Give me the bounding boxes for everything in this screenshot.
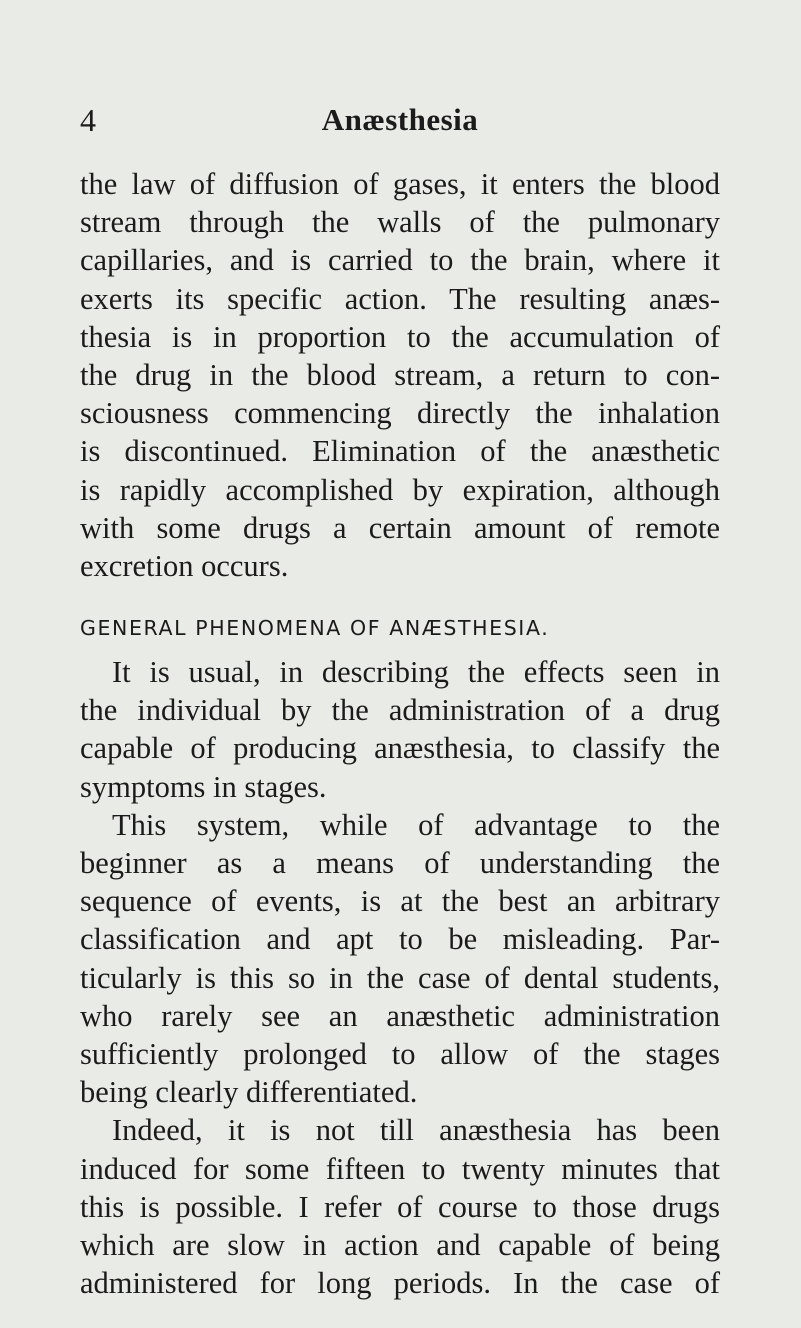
text-line: excretion occurs.	[80, 548, 289, 583]
text-line: with some drugs a certain amount of remote	[80, 510, 720, 545]
paragraph-2	[80, 653, 720, 806]
text-line: the law of diffusion of gases, it enters the blood	[80, 167, 720, 201]
text-line: is discontinued. Elimination of the anæsthetic	[80, 434, 720, 469]
text-line: this is possible. I refer of course to those drugs	[80, 1189, 720, 1224]
paragraph-1	[80, 165, 720, 585]
paragraph-3	[80, 806, 720, 1112]
text-line: the individual by the administration of a drug	[80, 693, 720, 728]
text-line: thesia is in proportion to the accumulation of	[80, 319, 720, 354]
text-line: administered for long periods. In the case of	[80, 1266, 720, 1301]
text-line: being clearly differentiated.	[80, 1075, 418, 1110]
text-line: sequence of events, is at the best an arbitrary	[80, 884, 720, 919]
text-line: beginner as a means of understanding the	[80, 846, 720, 880]
text-line: It is usual, in describing the effects seen in	[112, 655, 720, 690]
running-title: Anæsthesia	[321, 102, 479, 137]
text-line: sufficiently prolonged to allow of the stages	[80, 1036, 720, 1071]
body-text	[80, 165, 720, 1302]
text-line: stream through the walls of the pulmonary	[80, 205, 720, 240]
page-number: 4	[80, 102, 96, 138]
text-line: induced for some fifteen to twenty minutes that	[80, 1151, 720, 1186]
text-line: is rapidly accomplished by expiration, although	[80, 472, 720, 507]
section-heading: GENERAL PHENOMENA OF ANÆSTHESIA.	[80, 616, 550, 641]
text-line: Indeed, it is not till anæsthesia has been	[112, 1113, 720, 1148]
text-line: capable of producing anæsthesia, to classify the	[80, 731, 720, 766]
text-line: who rarely see an anæsthetic administration	[80, 998, 720, 1033]
text-line: This system, while of advantage to the	[112, 807, 720, 842]
text-line: sciousness commencing directly the inhalation	[80, 396, 720, 431]
text-line: ticularly is this so in the case of dental students,	[80, 960, 720, 995]
paragraph-4	[80, 1111, 720, 1302]
text-line: symptoms in stages.	[80, 769, 327, 804]
text-line: exerts its specific action. The resulting anæs-	[80, 281, 720, 316]
text-line: the drug in the blood stream, a return to con-	[80, 357, 720, 392]
text-line: classification and apt to be misleading. Par-	[80, 922, 720, 957]
text-line: which are slow in action and capable of being	[80, 1227, 720, 1262]
text-line: capillaries, and is carried to the brain, where it	[80, 243, 720, 278]
running-header	[80, 98, 720, 142]
